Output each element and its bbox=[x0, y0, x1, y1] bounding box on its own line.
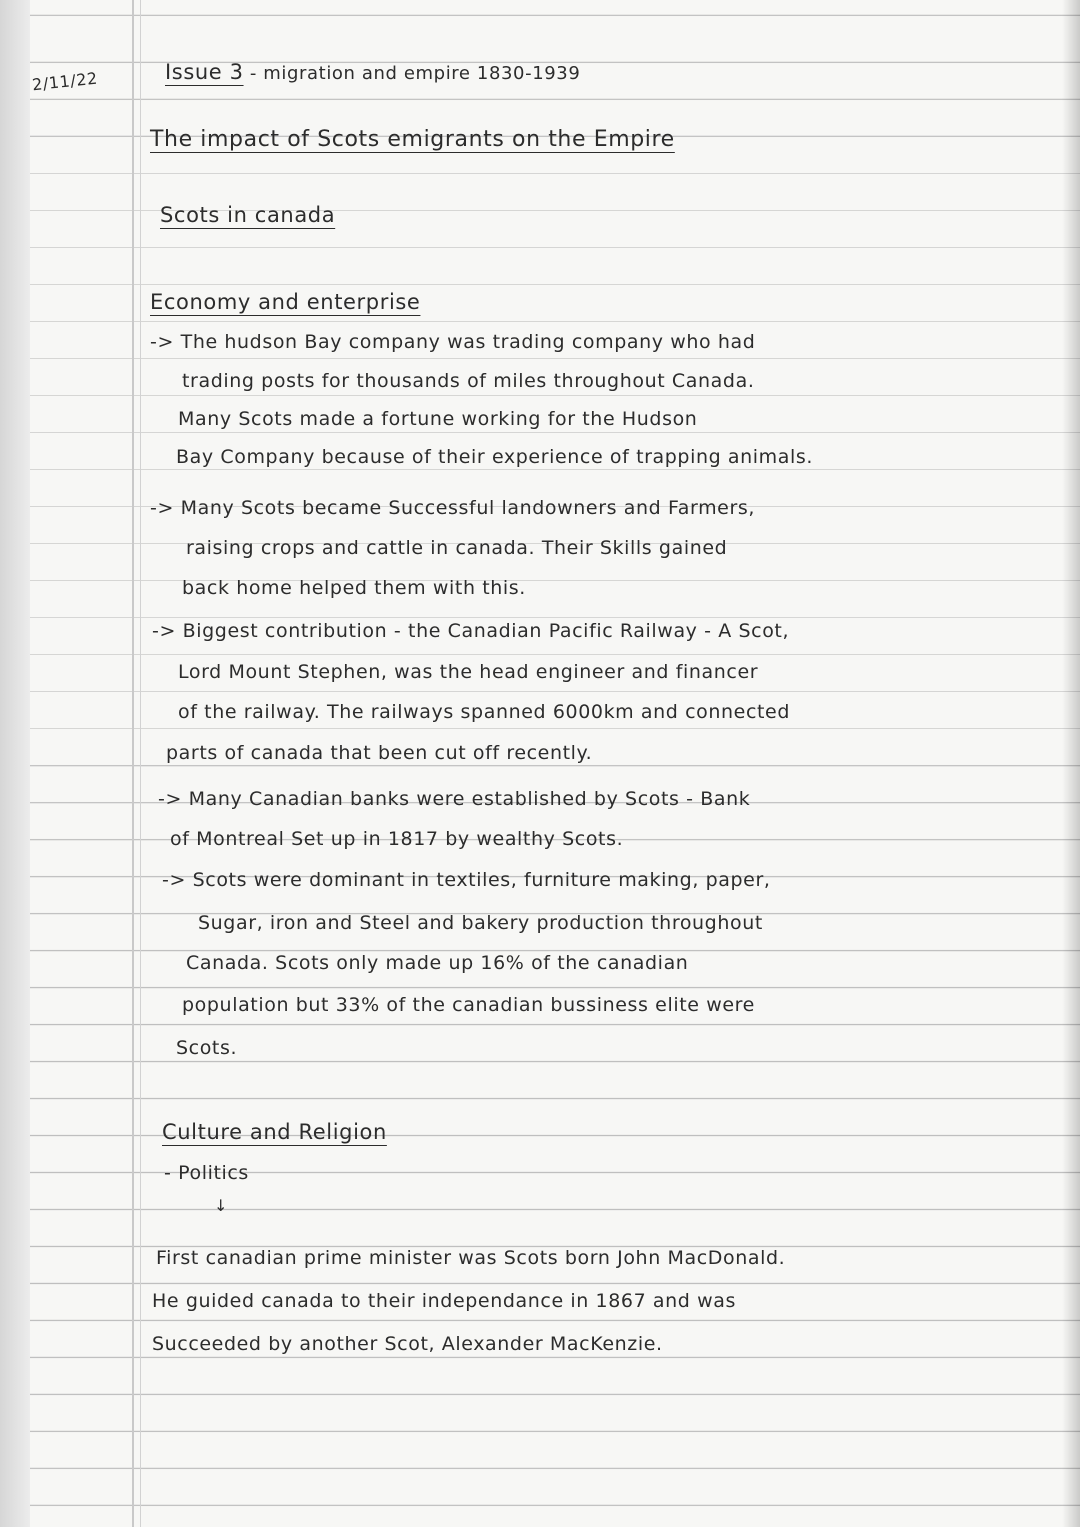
economy-line: Scots. bbox=[176, 1037, 238, 1059]
economy-line: Lord Mount Stephen, was the head engineer and financer bbox=[178, 661, 759, 683]
page-title: The impact of Scots emigrants on the Empire bbox=[150, 127, 675, 152]
culture-heading: Culture and Religion bbox=[162, 1120, 387, 1144]
culture-line: Succeeded by another Scot, Alexander MacKenzie. bbox=[152, 1333, 663, 1355]
issue-label: Issue 3 bbox=[165, 60, 244, 84]
issue-subtitle: - migration and empire 1830-1939 bbox=[243, 63, 581, 84]
page-edge-shadow bbox=[1062, 0, 1080, 1527]
economy-line: -> Many Canadian banks were established by Scots - Bank bbox=[158, 788, 751, 810]
culture-line: First canadian prime minister was Scots born John MacDonald. bbox=[156, 1247, 786, 1269]
economy-line: -> The hudson Bay company was trading company who had bbox=[150, 331, 756, 353]
economy-line: raising crops and cattle in canada. Their Skills gained bbox=[186, 537, 728, 559]
section-heading: Scots in canada bbox=[160, 203, 336, 227]
economy-line: Bay Company because of their experience of trapping animals. bbox=[176, 446, 814, 468]
page-date: 2/11/22 bbox=[31, 68, 99, 95]
economy-line: trading posts for thousands of miles throughout Canada. bbox=[182, 370, 755, 392]
page-margin-strip bbox=[0, 0, 30, 1527]
culture-line: He guided canada to their independance in 1867 and was bbox=[152, 1290, 736, 1312]
economy-line: Many Scots made a fortune working for the Hudson bbox=[178, 408, 698, 430]
politics-label: - Politics bbox=[164, 1162, 249, 1184]
economy-line: back home helped them with this. bbox=[182, 577, 526, 599]
economy-line: Sugar, iron and Steel and bakery production throughout bbox=[198, 912, 763, 934]
economy-heading: Economy and enterprise bbox=[150, 290, 421, 314]
economy-line: -> Scots were dominant in textiles, furniture making, paper, bbox=[162, 869, 771, 891]
economy-line: -> Many Scots became Successful landowners and Farmers, bbox=[150, 497, 756, 519]
issue-heading bbox=[165, 60, 580, 84]
down-arrow-icon: ↓ bbox=[214, 1196, 229, 1215]
economy-line: population but 33% of the canadian bussiness elite were bbox=[182, 994, 755, 1016]
economy-line: Canada. Scots only made up 16% of the canadian bbox=[186, 952, 689, 974]
economy-line: parts of canada that been cut off recently. bbox=[166, 742, 593, 764]
economy-line: of Montreal Set up in 1817 by wealthy Scots. bbox=[170, 828, 624, 850]
economy-line: -> Biggest contribution - the Canadian Pacific Railway - A Scot, bbox=[152, 620, 790, 642]
economy-line: of the railway. The railways spanned 6000km and connected bbox=[178, 701, 790, 723]
